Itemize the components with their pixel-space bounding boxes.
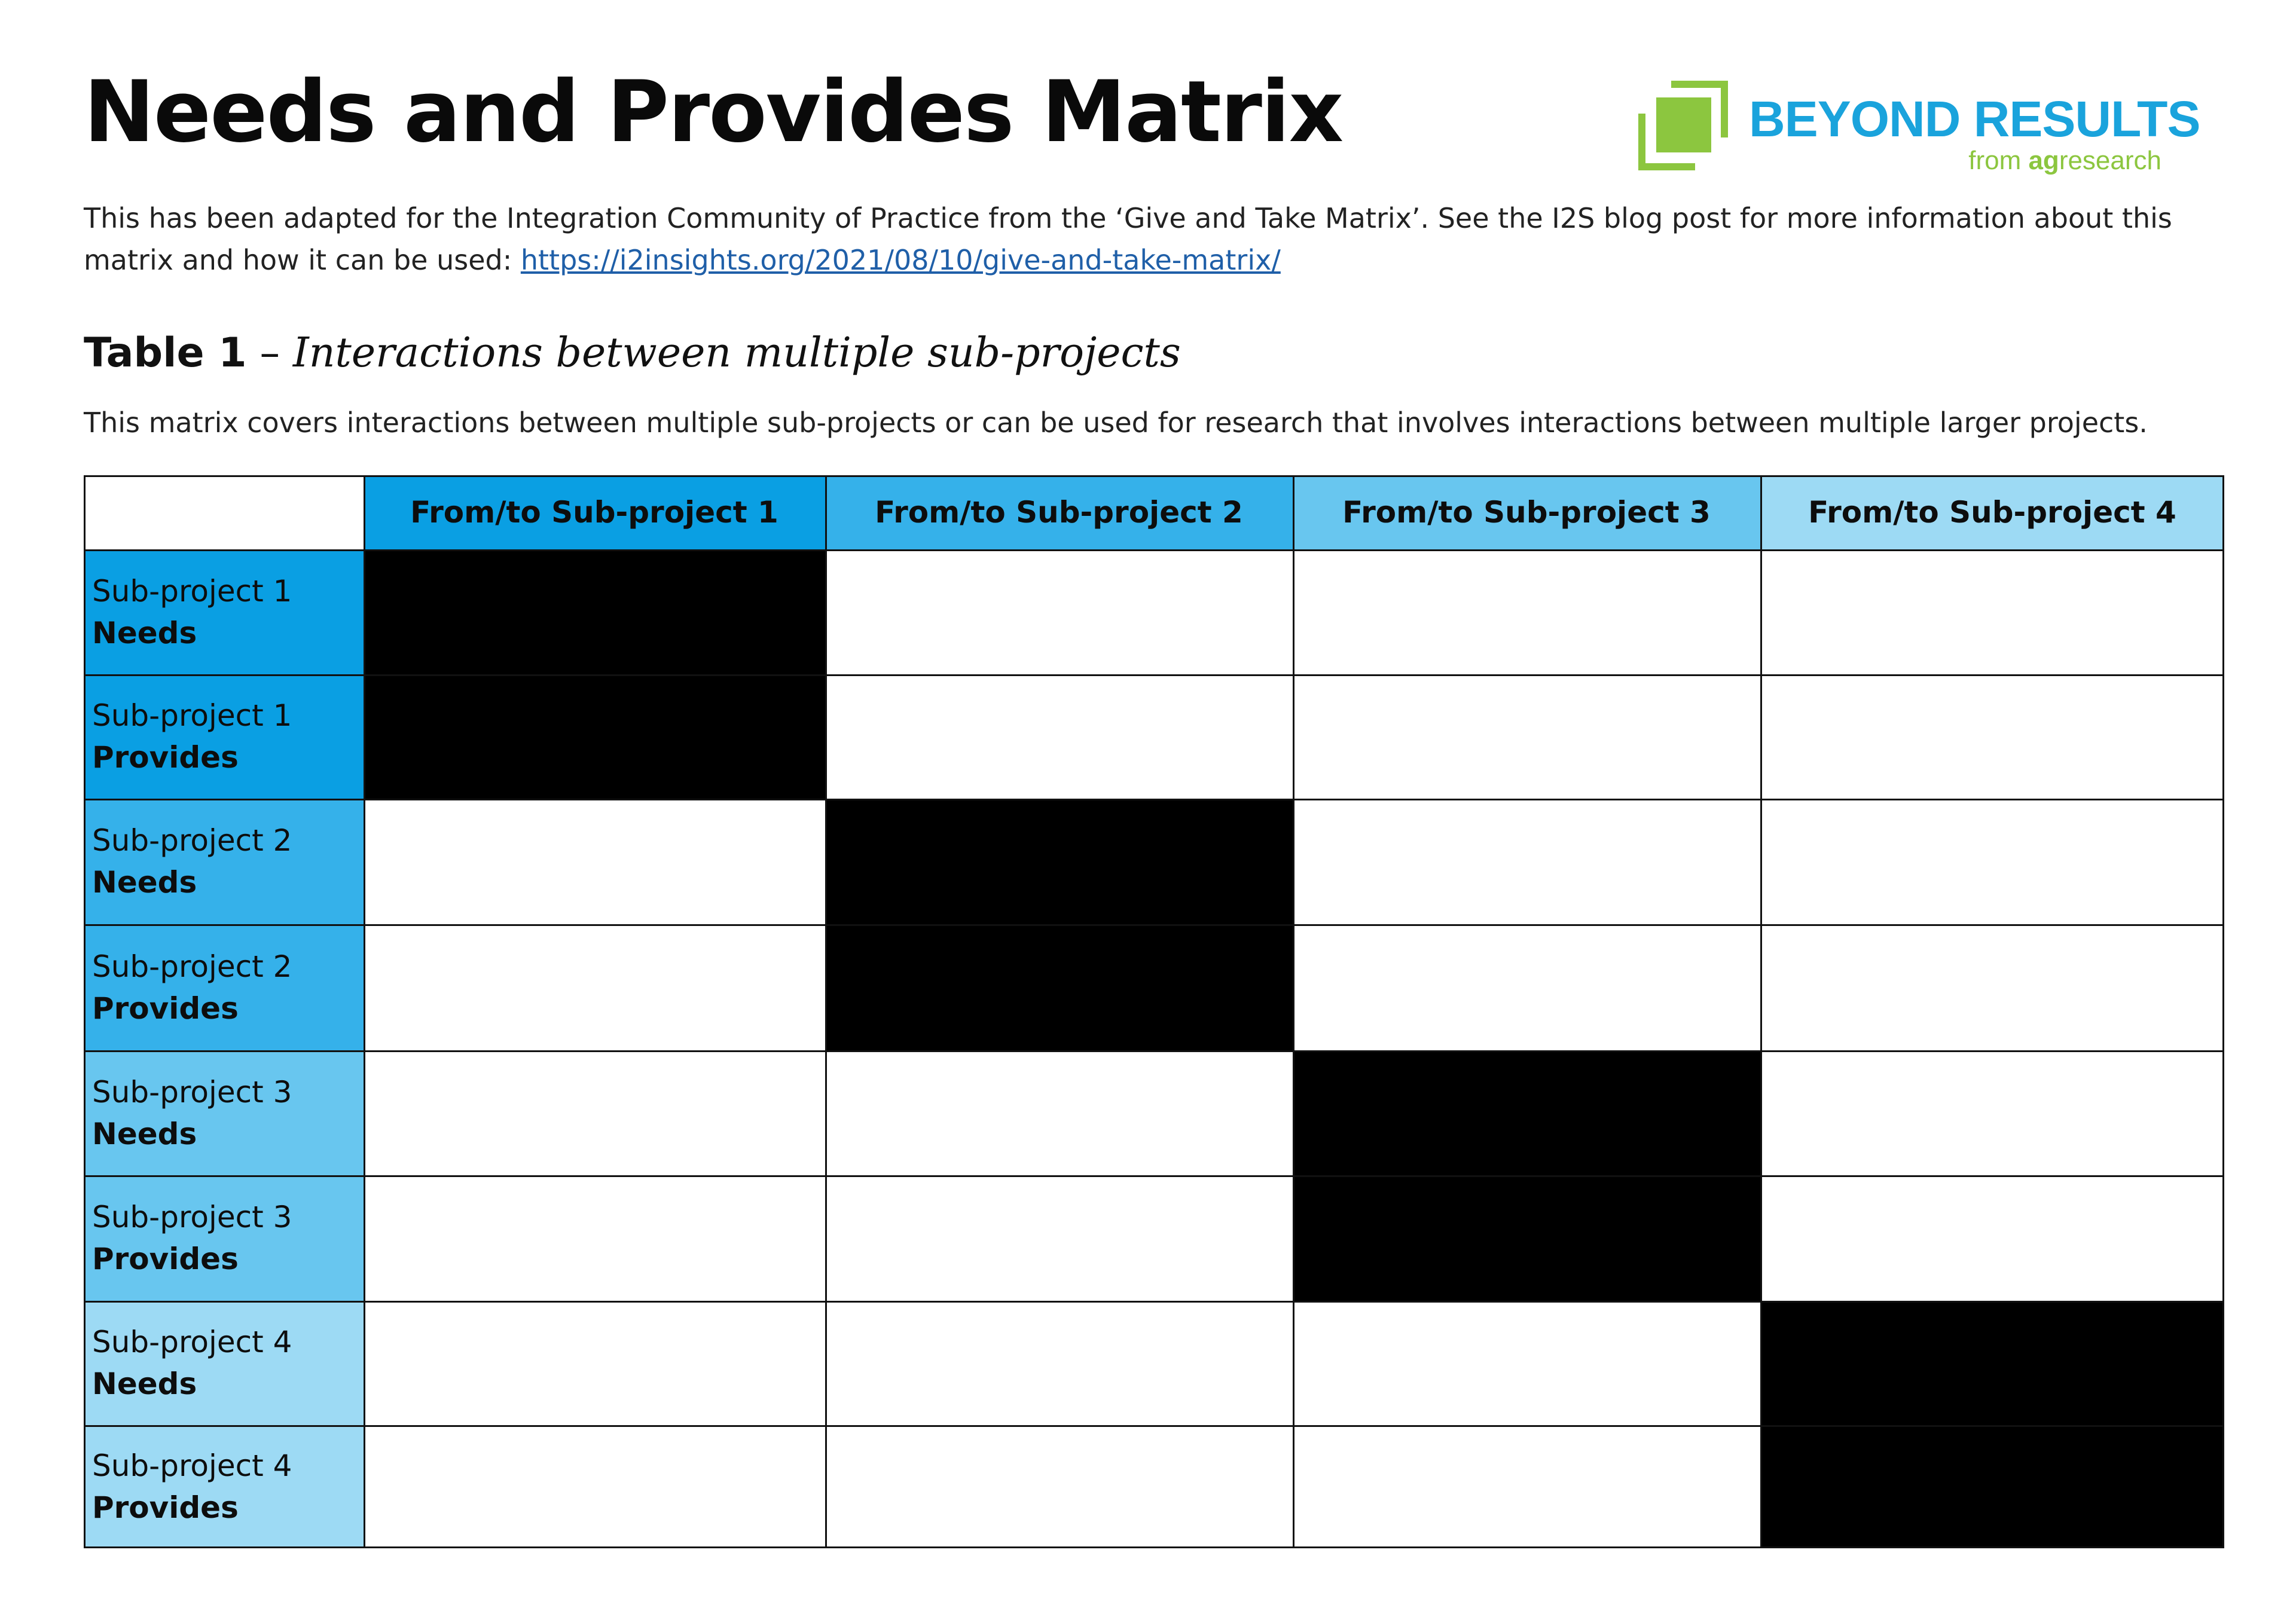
row-project-label: Sub-project 1 xyxy=(92,698,292,733)
row-type-label: Needs xyxy=(92,865,197,900)
matrix-input-cell[interactable] xyxy=(364,924,825,1050)
row-project-label: Sub-project 2 xyxy=(92,823,292,858)
matrix-input-cell[interactable] xyxy=(1293,674,1760,799)
row-project-label: Sub-project 4 xyxy=(92,1325,292,1359)
logo-squares-icon xyxy=(1638,81,1728,170)
grid-line xyxy=(84,674,2224,676)
grid-line xyxy=(1293,475,1294,1548)
table-description: This matrix covers interactions between multiple sub-projects or can be used for research that involves interactions between multiple larger projects. xyxy=(84,406,2148,439)
grid-line xyxy=(84,475,2224,477)
row-header xyxy=(84,549,364,674)
row-header xyxy=(84,1050,364,1175)
matrix-input-cell[interactable] xyxy=(364,1050,825,1175)
grid-line xyxy=(825,475,827,1548)
matrix-input-cell[interactable] xyxy=(1760,549,2224,674)
row-project-label: Sub-project 3 xyxy=(92,1074,292,1109)
matrix-input-cell[interactable] xyxy=(364,1175,825,1301)
row-type-label: Provides xyxy=(92,1242,239,1276)
matrix-input-cell[interactable] xyxy=(1760,1175,2224,1301)
matrix-input-cell[interactable] xyxy=(1293,1425,1760,1548)
grid-line xyxy=(84,924,2224,926)
grid-line xyxy=(84,1425,2224,1427)
matrix-input-cell[interactable] xyxy=(825,1425,1293,1548)
grid-line xyxy=(84,549,2224,551)
grid-line xyxy=(84,799,2224,800)
row-type-label: Needs xyxy=(92,1116,197,1151)
row-header xyxy=(84,674,364,799)
logo-tagline: from agresearch xyxy=(1968,146,2161,175)
table-subtitle: Interactions between multiple sub-projects xyxy=(292,329,1181,377)
row-project-label: Sub-project 1 xyxy=(92,573,292,609)
grid-line xyxy=(2222,475,2224,1548)
matrix-input-cell[interactable] xyxy=(1293,924,1760,1050)
grid-line xyxy=(84,475,86,1548)
matrix-input-cell[interactable] xyxy=(825,674,1293,799)
row-project-label: Sub-project 3 xyxy=(92,1200,292,1234)
grid-line xyxy=(84,1301,2224,1303)
matrix-input-cell[interactable] xyxy=(364,799,825,924)
matrix-input-cell[interactable] xyxy=(1760,924,2224,1050)
grid-line xyxy=(84,1050,2224,1052)
row-project-label: Sub-project 2 xyxy=(92,949,292,984)
blocked-cell xyxy=(825,924,1293,1050)
blocked-cell xyxy=(1760,1425,2224,1548)
matrix-input-cell[interactable] xyxy=(1760,674,2224,799)
needs-provides-matrix xyxy=(84,475,2224,1548)
blocked-cell xyxy=(1293,1050,1760,1175)
column-header: From/to Sub-project 4 xyxy=(1760,475,2224,549)
matrix-input-cell[interactable] xyxy=(825,1175,1293,1301)
page-title: Needs and Provides Matrix xyxy=(84,63,1343,161)
row-header xyxy=(84,1301,364,1425)
matrix-input-cell[interactable] xyxy=(825,1301,1293,1425)
matrix-input-cell[interactable] xyxy=(364,1425,825,1548)
corner-cell xyxy=(84,475,364,549)
row-type-label: Needs xyxy=(92,615,197,650)
matrix-input-cell[interactable] xyxy=(1760,799,2224,924)
matrix-input-cell[interactable] xyxy=(1293,549,1760,674)
column-header: From/to Sub-project 1 xyxy=(364,475,825,549)
row-type-label: Provides xyxy=(92,1490,239,1525)
column-header: From/to Sub-project 2 xyxy=(825,475,1293,549)
give-and-take-link[interactable]: https://i2insights.org/2021/08/10/give-and-take-matrix/ xyxy=(520,244,1281,276)
row-header xyxy=(84,799,364,924)
table-heading: Table 1 – Interactions between multiple sub-projects xyxy=(84,329,1181,377)
row-type-label: Provides xyxy=(92,991,239,1026)
matrix-input-cell[interactable] xyxy=(364,1301,825,1425)
row-header xyxy=(84,924,364,1050)
logo-wordmark: BEYOND RESULTS xyxy=(1749,91,2200,147)
blocked-cell xyxy=(1760,1301,2224,1425)
blocked-cell xyxy=(825,799,1293,924)
blocked-cell xyxy=(1293,1175,1760,1301)
intro-paragraph xyxy=(84,197,2200,281)
grid-line xyxy=(84,1175,2224,1177)
column-header: From/to Sub-project 3 xyxy=(1293,475,1760,549)
row-type-label: Needs xyxy=(92,1367,197,1401)
row-header xyxy=(84,1175,364,1301)
matrix-input-cell[interactable] xyxy=(1293,1301,1760,1425)
grid-line xyxy=(364,475,365,1548)
blocked-cell xyxy=(364,549,825,674)
beyond-results-logo xyxy=(1638,81,2200,182)
matrix-input-cell[interactable] xyxy=(825,549,1293,674)
row-type-label: Provides xyxy=(92,740,239,775)
intro-text: This has been adapted for the Integration Community of Practice from the ‘Give and Take Matrix’. See the I2S blog post for more information about this matrix and how it can be used: xyxy=(84,202,2172,276)
row-project-label: Sub-project 4 xyxy=(92,1448,292,1483)
row-header xyxy=(84,1425,364,1548)
grid-line xyxy=(84,1546,2224,1548)
grid-line xyxy=(1760,475,1762,1548)
table-number: Table 1 xyxy=(84,329,247,377)
matrix-input-cell[interactable] xyxy=(825,1050,1293,1175)
blocked-cell xyxy=(364,674,825,799)
matrix-input-cell[interactable] xyxy=(1760,1050,2224,1175)
matrix-input-cell[interactable] xyxy=(1293,799,1760,924)
